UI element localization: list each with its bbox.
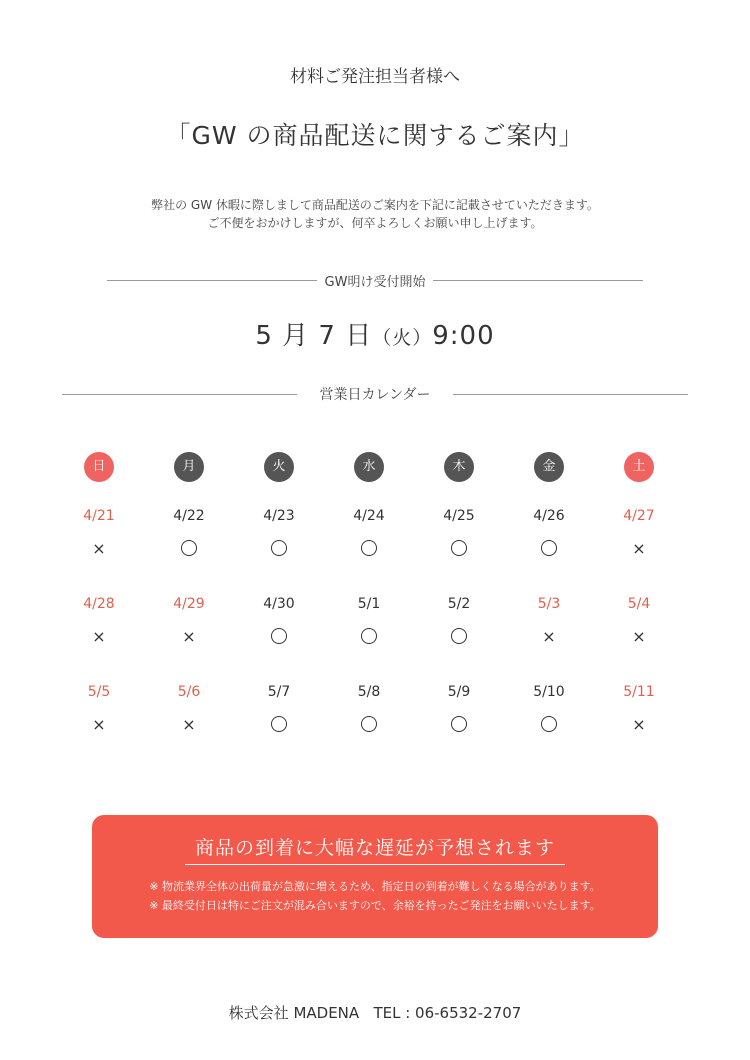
calendar-week-row	[54, 595, 684, 647]
calendar-day	[414, 507, 504, 559]
calendar-date: 5/11	[623, 684, 655, 700]
reception-time: 9:00	[432, 321, 495, 351]
circle-icon	[181, 540, 197, 556]
calendar-date: 5/1	[357, 596, 381, 612]
calendar-date: 4/30	[263, 596, 295, 612]
calendar-day	[144, 595, 234, 647]
weekday-header-cell	[414, 452, 504, 482]
calendar-date: 5/8	[357, 684, 381, 700]
open-day-mark	[414, 625, 504, 647]
weekday-header-cell	[504, 452, 594, 482]
reception-start	[0, 315, 750, 352]
open-day-mark	[414, 713, 504, 735]
calendar-day	[54, 595, 144, 647]
circle-icon	[271, 716, 287, 732]
weekday-header-row	[54, 452, 684, 482]
calendar-date: 5/10	[533, 684, 565, 700]
calendar-date: 5/3	[537, 596, 561, 612]
open-day-mark	[234, 625, 324, 647]
calendar-date: 4/21	[83, 508, 115, 524]
notice-note-2: ※ 最終受付日は特にご注文が混み合いますので、余裕を持ったご発注をお願いいたします。	[149, 899, 601, 912]
open-day-mark	[324, 713, 414, 735]
notice-notes	[92, 877, 658, 915]
calendar-day	[144, 683, 234, 735]
weekday-badge: 木	[444, 452, 474, 482]
delay-notice	[92, 815, 658, 938]
cross-icon: ×	[182, 714, 196, 734]
weekday-header-cell	[54, 452, 144, 482]
closed-day-mark	[504, 625, 594, 647]
weekday-badge: 日	[84, 452, 114, 482]
intro-line-2: ご不便をおかけしますが、何卒よろしくお願い申し上げます。	[207, 216, 543, 230]
divider-right	[433, 280, 643, 281]
calendar-date: 4/27	[623, 508, 655, 524]
weekday-header-cell	[594, 452, 684, 482]
calendar-week-row	[54, 507, 684, 559]
closed-day-mark	[144, 625, 234, 647]
cross-icon: ×	[182, 626, 196, 646]
closed-day-mark	[54, 713, 144, 735]
closed-day-mark	[144, 713, 234, 735]
calendar-date: 5/7	[267, 684, 291, 700]
notice-title: 商品の到着に大幅な遅延が予想されます	[185, 833, 565, 865]
divider-right	[453, 394, 688, 395]
reception-weekday: （火）	[372, 327, 433, 349]
calendar-day	[234, 683, 324, 735]
reception-date: 5 月 7 日	[255, 321, 373, 351]
weekday-header-cell	[234, 452, 324, 482]
calendar-date: 4/22	[173, 508, 205, 524]
cross-icon: ×	[92, 714, 106, 734]
company-tel: TEL : 06-6532-2707	[373, 1004, 522, 1022]
open-day-mark	[414, 537, 504, 559]
calendar-day	[234, 507, 324, 559]
calendar-date: 5/2	[447, 596, 471, 612]
intro-text	[0, 196, 750, 232]
calendar-date: 5/9	[447, 684, 471, 700]
weekday-badge: 月	[174, 452, 204, 482]
calendar-date: 4/24	[353, 508, 385, 524]
calendar-day	[414, 595, 504, 647]
circle-icon	[271, 628, 287, 644]
weekday-badge: 火	[264, 452, 294, 482]
closed-day-mark	[54, 625, 144, 647]
calendar-day	[504, 507, 594, 559]
calendar-label: 営業日カレンダー	[319, 387, 431, 403]
weekday-badge: 金	[534, 452, 564, 482]
circle-icon	[361, 716, 377, 732]
circle-icon	[451, 628, 467, 644]
calendar-day	[324, 683, 414, 735]
circle-icon	[271, 540, 287, 556]
weekday-header-cell	[144, 452, 234, 482]
open-day-mark	[504, 537, 594, 559]
weekday-badge: 土	[624, 452, 654, 482]
weekday-badge: 水	[354, 452, 384, 482]
calendar-day	[324, 595, 414, 647]
circle-icon	[451, 716, 467, 732]
cross-icon: ×	[632, 626, 646, 646]
reception-label: GW明け受付開始	[324, 275, 426, 290]
calendar-day	[594, 683, 684, 735]
open-day-mark	[324, 625, 414, 647]
calendar-week-row	[54, 683, 684, 735]
weekday-header-cell	[324, 452, 414, 482]
divider-left	[107, 280, 317, 281]
calendar-date: 4/25	[443, 508, 475, 524]
calendar-date: 4/28	[83, 596, 115, 612]
footer	[0, 1002, 750, 1023]
calendar-date: 4/26	[533, 508, 565, 524]
company-name: 株式会社 MADENA	[228, 1004, 360, 1022]
calendar-date: 5/5	[87, 684, 111, 700]
page-title: 「GW の商品配送に関するご案内」	[165, 121, 585, 150]
circle-icon	[361, 628, 377, 644]
calendar-heading	[62, 384, 688, 404]
calendar-date: 4/29	[173, 596, 205, 612]
open-day-mark	[144, 537, 234, 559]
cross-icon: ×	[542, 626, 556, 646]
closed-day-mark	[54, 537, 144, 559]
cross-icon: ×	[92, 626, 106, 646]
calendar-day	[54, 683, 144, 735]
calendar-date: 5/6	[177, 684, 201, 700]
notice-note-1: ※ 物流業界全体の出荷量が急激に増えるため、指定日の到着が難しくなる場合があります。	[149, 880, 601, 893]
open-day-mark	[234, 713, 324, 735]
open-day-mark	[234, 537, 324, 559]
calendar-day	[594, 595, 684, 647]
calendar-day	[234, 595, 324, 647]
calendar-day	[504, 595, 594, 647]
calendar-day	[504, 683, 594, 735]
open-day-mark	[324, 537, 414, 559]
circle-icon	[541, 716, 557, 732]
calendar-day	[594, 507, 684, 559]
open-day-mark	[504, 713, 594, 735]
calendar-day	[324, 507, 414, 559]
divider-left	[62, 394, 297, 395]
cross-icon: ×	[92, 538, 106, 558]
cross-icon: ×	[632, 538, 646, 558]
circle-icon	[541, 540, 557, 556]
calendar-date: 4/23	[263, 508, 295, 524]
calendar-day	[144, 507, 234, 559]
calendar-day	[414, 683, 504, 735]
calendar-date: 5/4	[627, 596, 651, 612]
closed-day-mark	[594, 713, 684, 735]
calendar-day	[54, 507, 144, 559]
reception-heading	[107, 271, 643, 290]
business-calendar	[54, 452, 684, 735]
closed-day-mark	[594, 625, 684, 647]
closed-day-mark	[594, 537, 684, 559]
addressee: 材料ご発注担当者様へ	[290, 67, 460, 87]
intro-line-1: 弊社の GW 休暇に際しまして商品配送のご案内を下記に記載させていただきます。	[151, 198, 599, 212]
circle-icon	[451, 540, 467, 556]
cross-icon: ×	[632, 714, 646, 734]
circle-icon	[361, 540, 377, 556]
